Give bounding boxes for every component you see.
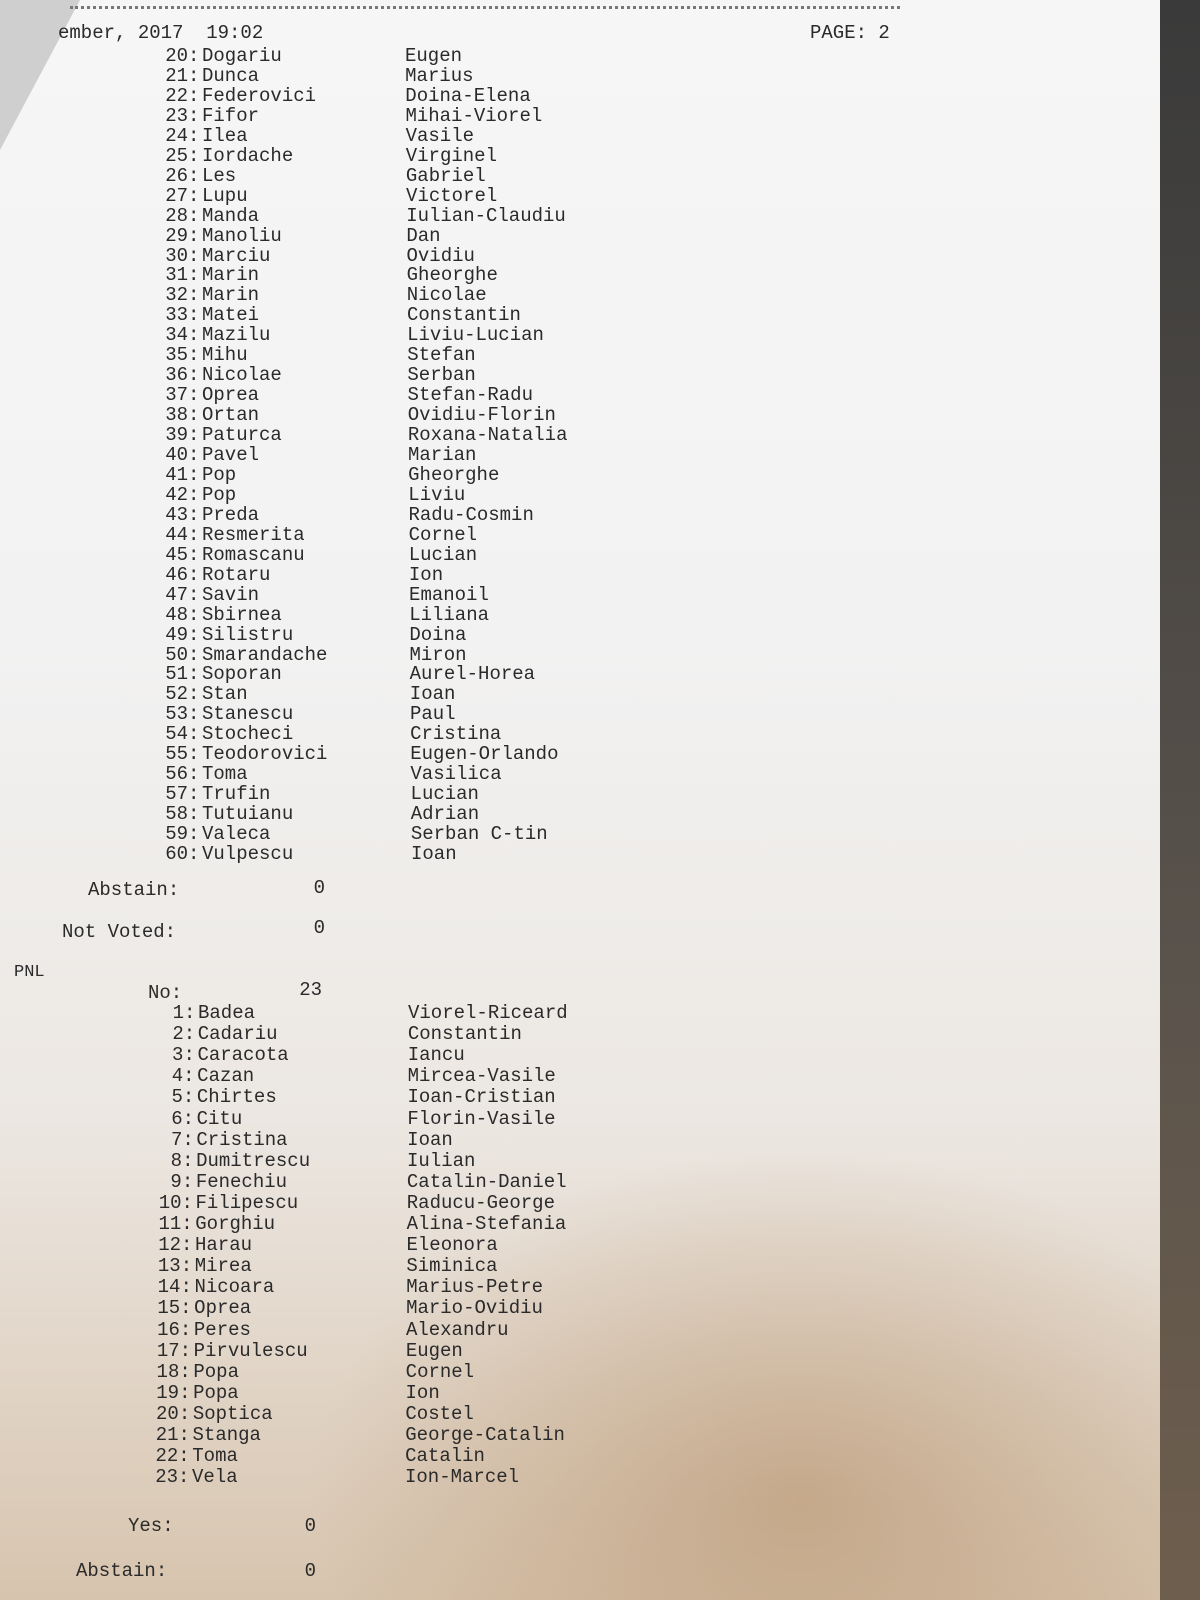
member-number-colon: : <box>188 64 200 87</box>
member-first-name: Gheorghe <box>406 264 498 287</box>
member-last-name: Dunca <box>202 64 260 87</box>
member-last-name: Dumitrescu <box>196 1149 311 1172</box>
member-number: 7 <box>170 1128 183 1151</box>
member-number-colon: : <box>188 803 200 826</box>
member-number: 30 <box>165 244 188 267</box>
member-number: 53 <box>165 703 188 726</box>
member-number-colon: : <box>188 623 200 646</box>
member-last-name: Harau <box>195 1234 253 1257</box>
member-number: 25 <box>165 144 188 167</box>
member-number: 22 <box>165 84 188 107</box>
member-first-name: Costel <box>405 1402 474 1425</box>
member-number: 1 <box>172 1002 184 1024</box>
member-last-name: Nicolae <box>202 364 282 387</box>
member-number-colon: : <box>188 184 200 207</box>
member-first-name: Vasile <box>405 124 475 147</box>
member-first-name: Ovidiu <box>406 244 475 267</box>
member-first-name: Ion-Marcel <box>405 1466 520 1489</box>
member-first-name: Serban C-tin <box>410 823 548 846</box>
member-number-colon: : <box>179 1381 191 1404</box>
member-number-colon: : <box>188 104 200 127</box>
member-number-colon: : <box>188 224 200 247</box>
member-last-name: Vela <box>192 1466 238 1489</box>
member-first-name: Liliana <box>409 603 490 626</box>
member-number: 28 <box>165 204 188 227</box>
group2-yes-value: 0 <box>304 1515 316 1537</box>
member-number-colon: : <box>188 743 200 766</box>
member-number: 29 <box>165 224 188 247</box>
member-last-name: Stocheci <box>202 723 294 746</box>
page-number: PAGE: 2 <box>810 22 890 44</box>
member-number-colon: : <box>188 344 200 367</box>
member-first-name: Eleonora <box>406 1234 498 1257</box>
member-number-colon: : <box>188 483 200 506</box>
member-first-name: Cornel <box>408 523 478 546</box>
member-number: 49 <box>165 623 188 646</box>
member-number: 14 <box>157 1276 181 1299</box>
member-number: 45 <box>165 543 188 566</box>
member-number: 51 <box>165 663 188 686</box>
member-number-colon: : <box>180 1276 192 1299</box>
header-date: ember, 2017 19:02 <box>58 22 264 44</box>
member-last-name: Mihu <box>202 344 248 367</box>
member-number: 57 <box>165 783 188 806</box>
member-number-colon: : <box>180 1297 192 1320</box>
member-number-colon: : <box>181 1234 193 1257</box>
member-last-name: Ortan <box>202 404 260 427</box>
party-heading: PNL <box>14 963 45 982</box>
member-last-name: Smarandache <box>202 643 328 666</box>
member-last-name: Soptica <box>192 1402 273 1425</box>
member-first-name: Constantin <box>407 1023 522 1046</box>
member-first-name: Mihai-Viorel <box>405 104 543 127</box>
member-number: 21 <box>165 64 188 87</box>
member-number: 32 <box>165 284 188 307</box>
member-number: 35 <box>165 344 188 367</box>
member-last-name: Chirtes <box>196 1086 277 1109</box>
member-number: 26 <box>165 164 188 187</box>
member-last-name: Toma <box>202 763 248 786</box>
member-number-colon: : <box>188 124 200 147</box>
member-last-name: Valeca <box>202 823 271 846</box>
member-number: 37 <box>165 384 188 407</box>
member-number-colon: : <box>188 643 200 666</box>
member-first-name: Raducu-George <box>406 1191 555 1214</box>
member-last-name: Pavel <box>202 444 260 466</box>
member-number-colon: : <box>188 284 200 307</box>
member-number-colon: : <box>182 1107 195 1130</box>
member-number-colon: : <box>183 1065 195 1088</box>
member-number: 6 <box>171 1107 183 1130</box>
member-first-name: Florin-Vasile <box>407 1107 556 1130</box>
member-number-colon: : <box>183 1023 196 1046</box>
member-number: 42 <box>165 483 188 506</box>
member-last-name: Popa <box>193 1381 239 1404</box>
member-first-name: Roxana-Natalia <box>407 424 568 447</box>
group2-abstain-label: Abstain: <box>76 1560 168 1582</box>
member-number: 8 <box>170 1149 183 1172</box>
member-number-colon: : <box>181 1191 193 1214</box>
member-first-name: Gheorghe <box>408 463 500 486</box>
member-last-name: Mazilu <box>202 324 271 347</box>
group1-not-voted-value: 0 <box>313 917 325 939</box>
member-number-colon: : <box>182 1086 195 1109</box>
member-number-colon: : <box>188 144 200 167</box>
member-first-name: Ioan <box>409 683 456 706</box>
member-number: 17 <box>156 1339 180 1362</box>
member-last-name: Resmerita <box>202 523 305 546</box>
member-first-name: Eugen <box>405 45 463 67</box>
member-first-name: Eugen <box>405 1339 463 1362</box>
member-number: 16 <box>157 1318 180 1341</box>
member-number: 59 <box>165 823 188 846</box>
member-first-name: Catalin <box>405 1445 485 1468</box>
member-last-name: Cristina <box>196 1128 288 1151</box>
member-last-name: Oprea <box>202 384 260 407</box>
member-first-name: Lucian <box>410 783 479 806</box>
member-last-name: Filipescu <box>195 1191 299 1214</box>
member-number-colon: : <box>188 503 200 526</box>
member-number-colon: : <box>188 663 200 686</box>
member-number-colon: : <box>188 324 200 347</box>
member-last-name: Paturca <box>202 424 282 447</box>
member-last-name: Vulpescu <box>202 843 294 865</box>
member-number-colon: : <box>182 1128 194 1151</box>
member-first-name: Lucian <box>408 543 478 566</box>
member-last-name: Stanescu <box>202 703 294 726</box>
member-number-colon: : <box>188 164 200 187</box>
member-number: 4 <box>171 1065 184 1088</box>
member-first-name: Stefan <box>407 344 476 367</box>
member-number: 55 <box>165 743 188 766</box>
member-last-name: Iordache <box>202 144 294 167</box>
member-number-colon: : <box>188 364 200 387</box>
member-first-name: Stefan-Radu <box>407 384 533 407</box>
member-first-name: Victorel <box>406 184 498 207</box>
member-last-name: Federovici <box>202 84 317 107</box>
member-first-name: Doina-Elena <box>405 84 531 107</box>
member-first-name: Ioan-Cristian <box>407 1086 556 1109</box>
group2-abstain-value: 0 <box>304 1560 316 1582</box>
member-number-colon: : <box>188 843 200 865</box>
member-last-name: Popa <box>193 1360 239 1383</box>
member-first-name: Paul <box>409 703 456 726</box>
group1-abstain-value: 0 <box>313 877 325 899</box>
member-number-colon: : <box>179 1318 192 1341</box>
member-last-name: Rotaru <box>202 563 271 586</box>
member-number: 22 <box>155 1445 179 1468</box>
member-number-colon: : <box>183 1044 195 1067</box>
member-first-name: Miron <box>409 643 467 666</box>
member-last-name: Matei <box>202 304 260 327</box>
member-number: 47 <box>165 583 188 606</box>
member-first-name: Vasilica <box>410 763 502 786</box>
member-number: 9 <box>170 1170 182 1193</box>
member-number: 43 <box>165 503 188 526</box>
member-number-colon: : <box>178 1424 190 1446</box>
member-last-name: Citu <box>196 1107 243 1130</box>
member-first-name: Siminica <box>406 1255 498 1278</box>
member-number: 34 <box>165 324 188 347</box>
member-last-name: Sbirnea <box>202 603 282 626</box>
member-first-name: Eugen-Orlando <box>410 743 559 766</box>
member-number-colon: : <box>188 703 200 726</box>
member-number-colon: : <box>181 1170 194 1193</box>
member-last-name: Stan <box>202 683 248 706</box>
member-number: 5 <box>171 1086 183 1109</box>
member-number: 20 <box>165 45 188 67</box>
member-number-colon: : <box>188 264 200 287</box>
member-last-name: Marin <box>202 284 260 307</box>
group2-no-label: No: <box>148 982 183 1004</box>
member-number: 27 <box>165 184 188 207</box>
member-number: 18 <box>156 1360 180 1383</box>
member-number: 52 <box>165 683 188 706</box>
member-first-name: Iulian-Claudiu <box>406 204 566 227</box>
member-first-name: Cristina <box>410 723 502 746</box>
group2-yes-label: Yes: <box>128 1515 174 1537</box>
member-number-colon: : <box>188 404 200 427</box>
member-number: 50 <box>165 643 188 666</box>
member-last-name: Les <box>202 164 237 187</box>
member-first-name: Liviu <box>408 483 466 506</box>
page-edge-shadow <box>1160 0 1200 1600</box>
member-last-name: Pop <box>202 463 237 486</box>
member-first-name: Cornel <box>405 1360 475 1383</box>
member-number: 21 <box>155 1424 179 1446</box>
member-last-name: Fifor <box>202 104 260 127</box>
member-number-colon: : <box>188 84 200 107</box>
member-number-colon: : <box>188 304 200 327</box>
member-first-name: George-Catalin <box>405 1424 565 1446</box>
member-first-name: Ovidiu-Florin <box>407 404 556 427</box>
member-number: 40 <box>165 444 188 466</box>
member-number: 33 <box>165 304 188 327</box>
member-number: 38 <box>165 404 188 427</box>
member-first-name: Radu-Cosmin <box>408 503 534 526</box>
member-number-colon: : <box>188 204 200 227</box>
member-last-name: Pop <box>202 483 237 506</box>
member-last-name: Nicoara <box>194 1276 275 1299</box>
member-number-colon: : <box>188 683 200 706</box>
member-number: 46 <box>165 563 188 586</box>
member-number: 15 <box>157 1297 181 1320</box>
member-last-name: Stanga <box>192 1424 261 1446</box>
member-number-colon: : <box>182 1149 194 1172</box>
member-number-colon: : <box>188 384 200 407</box>
member-number: 31 <box>165 264 188 287</box>
member-first-name: Ioan <box>407 1128 453 1151</box>
member-number: 3 <box>172 1044 184 1067</box>
member-last-name: Lupu <box>202 184 248 207</box>
member-number-colon: : <box>188 603 200 626</box>
group1-not-voted-label: Not Voted: <box>62 921 177 943</box>
member-first-name: Liviu-Lucian <box>407 324 544 347</box>
member-number: 60 <box>165 843 188 865</box>
member-first-name: Catalin-Daniel <box>406 1170 567 1193</box>
member-number: 56 <box>165 763 188 786</box>
member-last-name: Toma <box>192 1445 238 1468</box>
member-first-name: Mircea-Vasile <box>407 1065 556 1088</box>
member-first-name: Alexandru <box>405 1318 509 1341</box>
member-last-name: Mirea <box>194 1255 252 1278</box>
member-first-name: Mario-Ovidiu <box>406 1297 543 1320</box>
member-number: 36 <box>165 364 188 387</box>
member-first-name: Iancu <box>407 1044 465 1067</box>
group1-abstain-label: Abstain: <box>88 879 180 901</box>
member-first-name: Ion <box>405 1381 440 1404</box>
member-last-name: Cazan <box>197 1065 255 1088</box>
member-last-name: Marciu <box>202 244 271 267</box>
member-number: 20 <box>156 1402 179 1425</box>
member-last-name: Preda <box>202 503 260 526</box>
member-first-name: Doina <box>409 623 467 646</box>
member-number: 11 <box>158 1213 182 1235</box>
member-number: 48 <box>165 603 188 626</box>
member-last-name: Silistru <box>202 623 294 646</box>
member-last-name: Cadariu <box>197 1023 278 1046</box>
member-first-name: Iulian <box>407 1149 476 1172</box>
member-number-colon: : <box>188 763 200 786</box>
member-last-name: Fenechiu <box>195 1170 288 1193</box>
member-number-colon: : <box>188 45 200 67</box>
member-last-name: Marin <box>202 264 260 287</box>
member-number-colon: : <box>188 444 200 466</box>
member-number: 44 <box>165 523 188 546</box>
member-last-name: Dogariu <box>202 45 282 67</box>
member-number-colon: : <box>179 1360 191 1383</box>
member-number: 54 <box>165 723 188 746</box>
member-number-colon: : <box>188 563 200 586</box>
member-number: 13 <box>157 1255 181 1278</box>
member-first-name: Ioan <box>411 843 457 865</box>
member-number-colon: : <box>181 1213 193 1235</box>
member-last-name: Soporan <box>202 663 282 686</box>
member-number: 41 <box>165 463 188 486</box>
member-first-name: Serban <box>407 364 476 387</box>
member-number-colon: : <box>188 543 200 566</box>
member-last-name: Trufin <box>202 783 271 806</box>
member-number-colon: : <box>188 424 200 447</box>
member-number: 12 <box>158 1234 181 1257</box>
member-last-name: Tutuianu <box>202 803 294 826</box>
member-first-name: Constantin <box>406 304 521 327</box>
member-last-name: Gorghiu <box>195 1213 276 1235</box>
member-number: 23 <box>165 104 188 127</box>
member-first-name: Marius-Petre <box>406 1276 544 1299</box>
member-first-name: Nicolae <box>406 284 487 307</box>
member-number-colon: : <box>180 1255 193 1278</box>
member-number: 19 <box>156 1381 180 1404</box>
member-last-name: Manda <box>202 204 260 227</box>
member-last-name: Badea <box>198 1002 256 1024</box>
member-first-name: Ion <box>408 563 444 586</box>
member-last-name: Peres <box>193 1318 251 1341</box>
member-number-colon: : <box>184 1002 196 1024</box>
member-last-name: Savin <box>202 583 260 606</box>
dotted-separator <box>70 6 900 19</box>
member-number: 2 <box>172 1023 184 1046</box>
member-first-name: Emanoil <box>409 583 489 606</box>
member-number-colon: : <box>179 1339 192 1362</box>
member-first-name: Aurel-Horea <box>409 663 536 686</box>
member-last-name: Teodorovici <box>202 743 328 766</box>
member-first-name: Viorel-Riceard <box>408 1002 568 1024</box>
member-last-name: Pirvulescu <box>193 1339 308 1362</box>
member-first-name: Dan <box>406 224 441 247</box>
member-first-name: Gabriel <box>405 164 486 187</box>
member-number: 24 <box>165 124 188 147</box>
member-number: 10 <box>158 1191 182 1214</box>
member-number-colon: : <box>178 1445 190 1468</box>
member-number-colon: : <box>188 523 200 546</box>
member-last-name: Romascanu <box>202 543 305 566</box>
member-number-colon: : <box>188 783 200 806</box>
member-number-colon: : <box>188 823 200 846</box>
member-number-colon: : <box>178 1466 190 1489</box>
member-number-colon: : <box>188 723 200 746</box>
member-number: 23 <box>155 1466 178 1489</box>
member-last-name: Manoliu <box>202 224 282 247</box>
member-number: 39 <box>165 424 188 447</box>
member-number-colon: : <box>178 1402 191 1425</box>
member-first-name: Alina-Stefania <box>406 1213 567 1235</box>
member-last-name: Ilea <box>202 124 248 147</box>
member-first-name: Virginel <box>405 144 497 167</box>
group2-no-value: 23 <box>299 979 322 1001</box>
member-number: 58 <box>165 803 188 826</box>
member-last-name: Caracota <box>197 1044 289 1067</box>
member-number-colon: : <box>188 583 200 606</box>
member-number-colon: : <box>188 244 200 267</box>
member-first-name: Marius <box>405 64 474 87</box>
member-last-name: Oprea <box>194 1297 252 1320</box>
member-first-name: Marian <box>408 444 477 466</box>
member-number-colon: : <box>188 463 200 486</box>
member-first-name: Adrian <box>410 803 480 826</box>
